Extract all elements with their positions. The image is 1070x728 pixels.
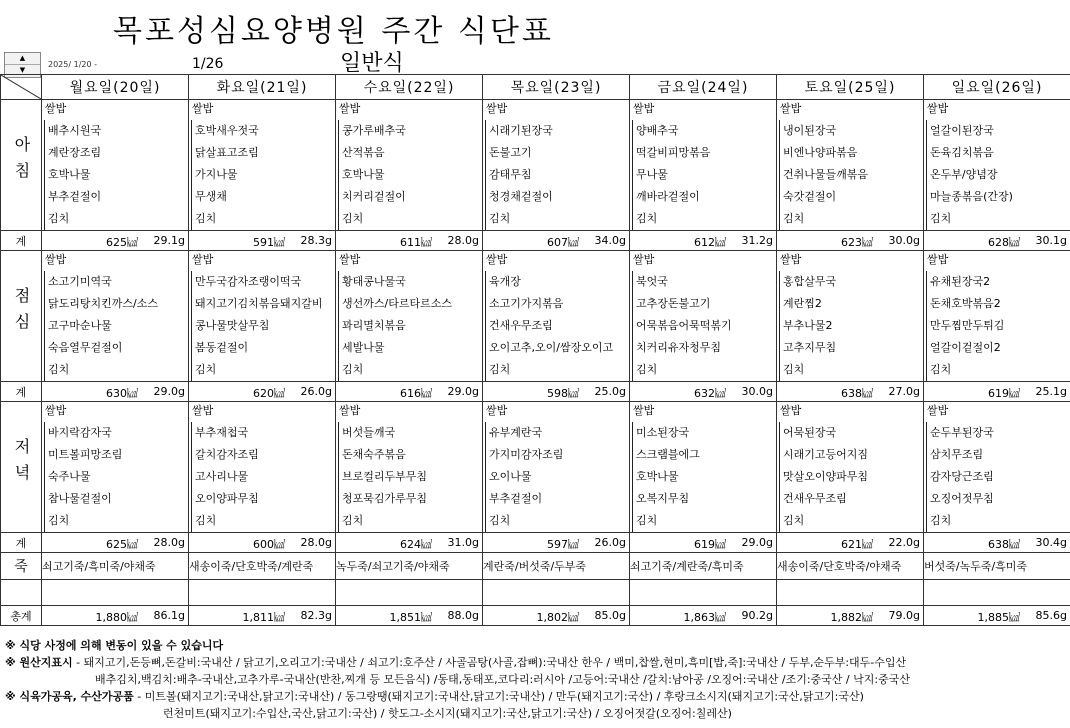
menu-item: 순두부된장국 [926,422,1070,444]
date-from: 2025/ 1/20 - [48,60,97,69]
menu-item: 치커리유자청무침 [632,337,776,359]
menu-item: 쌀밥 [45,102,67,115]
menu-item: 콩나물맛살무침 [191,315,335,337]
meal-sum-cell [42,231,189,251]
menu-item: 김치 [926,208,1070,230]
meal-sum-cell [336,533,483,553]
menu-cell [777,100,924,231]
menu-item: 세발나물 [338,337,482,359]
dinner-sum-row [1,533,1070,553]
kcal-value: 624㎉ [400,538,432,551]
menu-item: 얼갈이된장국 [926,120,1070,142]
menu-item: 쌀밥 [486,102,508,115]
menu-item: 숙갓겉절이 [779,186,923,208]
menu-item: 만두국감자조랭이떡국 [191,271,335,293]
menu-item: 숙음열무겉절이 [44,337,188,359]
sum-label: 계 [1,382,42,402]
blank-cell [777,580,924,606]
menu-item: 고추지무침 [779,337,923,359]
protein-value: 30.4g [1035,536,1067,549]
kcal-value: 623㎉ [841,236,873,249]
juk-cell: 새송이죽/단호박죽/계란죽 [189,553,336,580]
menu-item: 김치 [926,359,1070,381]
menu-item: 김치 [779,510,923,532]
menu-item: 황태콩나물국 [338,271,482,293]
menu-item: 쌀밥 [192,253,214,266]
total-kcal: 1,885㎉ [977,611,1020,624]
total-cell [630,606,777,626]
total-cell [777,606,924,626]
juk-cell: 쇠고기죽/흑미죽/야채죽 [42,553,189,580]
menu-item: 계란장조림 [44,142,188,164]
menu-item: 온두부/양념장 [926,164,1070,186]
menu-cell [483,100,630,231]
diet-type: 일반식 [340,51,404,76]
total-row [1,606,1070,626]
menu-cell [42,100,189,231]
menu-item: 쌀밥 [339,102,361,115]
kcal-value: 625㎉ [106,538,138,551]
menu-cell [777,251,924,382]
menu-cell [630,100,777,231]
menu-item: 비엔나양파볶음 [779,142,923,164]
menu-item: 닭살표고조림 [191,142,335,164]
protein-value: 25.1g [1035,385,1067,398]
menu-item: 감태무침 [485,164,629,186]
meal-sum-cell [189,382,336,402]
meal-sum-cell [924,533,1070,553]
menu-cell [336,100,483,231]
day-header: 수요일(22일) [336,75,483,100]
sum-label: 계 [1,533,42,553]
menu-item: 어묵된장국 [779,422,923,444]
menu-cell [483,402,630,533]
menu-item: 쌀밥 [633,253,655,266]
menu-item: 김치 [338,359,482,381]
kcal-value: 591㎉ [253,236,285,249]
meal-sum-cell [924,231,1070,251]
menu-cell [924,402,1070,533]
menu-item: 양배추국 [632,120,776,142]
menu-cell [630,402,777,533]
menu-item: 만두찜만두튀김 [926,315,1070,337]
note-processed: ※ 식육가공육, 수산가공품 - 미트볼(돼지고기:국내산,닭고기:국내산) / 동그랑땡(돼지고기:국내산,닭고기:국내산) / 만두(돼지고기:국산) / 후랑크소시지(돼지고기:국산,닭고기:국산) [5,690,864,703]
menu-item: 유채된장국2 [926,271,1070,293]
menu-item: 돈불고기 [485,142,629,164]
meal-sum-cell [42,533,189,553]
menu-item: 김치 [779,359,923,381]
meal-sum-cell [336,382,483,402]
menu-item: 얼갈이겉절이2 [926,337,1070,359]
menu-item: 스크램블에그 [632,444,776,466]
menu-item: 오징어젓무침 [926,488,1070,510]
menu-item: 무생채 [191,186,335,208]
day-header: 월요일(20일) [42,75,189,100]
menu-cell [189,251,336,382]
day-header: 금요일(24일) [630,75,777,100]
meal-label-lunch: 점심 [1,251,42,382]
menu-item: 생선까스/타르타르소스 [338,293,482,315]
kcal-value: 630㎉ [106,387,138,400]
lunch-row [1,251,1070,382]
date-to: 1/26 [192,56,224,72]
juk-cell: 계란죽/버섯죽/두부죽 [483,553,630,580]
menu-item: 김치 [632,208,776,230]
meal-sum-cell [336,231,483,251]
menu-item: 소고기미역국 [44,271,188,293]
protein-value: 29.0g [447,385,479,398]
day-header: 목요일(23일) [483,75,630,100]
kcal-value: 611㎉ [400,236,432,249]
protein-value: 31.0g [447,536,479,549]
kcal-value: 638㎉ [841,387,873,400]
meal-label-dinner: 저녁 [1,402,42,533]
weekly-menu-table [0,74,1070,626]
meal-sum-cell [630,533,777,553]
total-cell [483,606,630,626]
meal-sum-cell [483,231,630,251]
menu-item: 건취나물들깨볶음 [779,164,923,186]
kcal-value: 620㎉ [253,387,285,400]
meal-label-breakfast: 아침 [1,100,42,231]
menu-item: 북엇국 [632,271,776,293]
juk-row [1,553,1070,580]
meal-sum-cell [483,382,630,402]
menu-item: 홍합살무국 [779,271,923,293]
menu-item: 쌀밥 [927,404,949,417]
menu-item: 쌀밥 [927,253,949,266]
menu-item: 육개장 [485,271,629,293]
page-title: 목포성심요양병원 주간 식단표 [113,14,554,49]
menu-item: 김치 [926,510,1070,532]
menu-item: 콩가루배추국 [338,120,482,142]
menu-item: 산적볶음 [338,142,482,164]
note-change: ※ 식당 사정에 의해 변동이 있을 수 있습니다 [5,639,224,652]
menu-item: 버섯들깨국 [338,422,482,444]
menu-item: 소고기가지볶음 [485,293,629,315]
menu-item: 돈채호박볶음2 [926,293,1070,315]
day-header: 토요일(25일) [777,75,924,100]
menu-item: 숙주나물 [44,466,188,488]
menu-item: 오이고추,오이/쌈장오이고 [485,337,629,359]
menu-item: 청포묵김가루무침 [338,488,482,510]
menu-cell [189,402,336,533]
menu-item: 쌀밥 [927,102,949,115]
menu-item: 쌀밥 [633,404,655,417]
meal-sum-cell [630,231,777,251]
protein-value: 30.0g [741,385,773,398]
juk-cell: 버섯죽/녹두죽/흑미죽 [924,553,1070,580]
menu-item: 떡갈비피망볶음 [632,142,776,164]
protein-value: 29.0g [741,536,773,549]
menu-cell [924,251,1070,382]
menu-cell [483,251,630,382]
menu-item: 시래기고등어지짐 [779,444,923,466]
menu-item: 감자당근조림 [926,466,1070,488]
menu-item: 호박나물 [338,164,482,186]
protein-value: 25.0g [594,385,626,398]
menu-item: 무나물 [632,164,776,186]
protein-value: 28.3g [300,234,332,247]
note-origin-2: 배추김치,백김치:배추-국내산,고추가루-국내산(반찬,찌개 등 모든음식) /동태,동태포,코다리:러시아 /고등어:국내산 /갈치:남아공 /오징어:국내산 /조기:중국산 / 낙지:중국산 [95,673,910,686]
menu-cell [777,402,924,533]
menu-item: 김치 [485,510,629,532]
menu-item: 고구마순나물 [44,315,188,337]
menu-item: 오이나물 [485,466,629,488]
menu-item: 냉이된장국 [779,120,923,142]
menu-item: 쌀밥 [780,102,802,115]
menu-item: 건새우무조림 [779,488,923,510]
menu-item: 쌀밥 [339,404,361,417]
menu-item: 부추재첩국 [191,422,335,444]
menu-item: 쌀밥 [339,253,361,266]
menu-cell [630,251,777,382]
kcal-value: 619㎉ [694,538,726,551]
sum-label: 계 [1,231,42,251]
meal-sum-cell [42,382,189,402]
blank-cell [924,580,1070,606]
protein-value: 31.2g [741,234,773,247]
menu-item: 쌀밥 [192,102,214,115]
menu-item: 호박새우젓국 [191,120,335,142]
blank-row [1,580,1070,606]
day-header: 화요일(21일) [189,75,336,100]
blank-cell [189,580,336,606]
menu-item: 청경채겉절이 [485,186,629,208]
menu-item: 부추겉절이 [44,186,188,208]
menu-item: 부추겉절이 [485,488,629,510]
note-origin: ※ 원산지표시 - 돼지고기,돈등뼈,돈갈비:국내산 / 닭고기,오리고기:국내산 / 쇠고기:호주산 / 사골곰탕(사골,잡뼈):국내산 한우 / 백미,찹쌀,현미,흑미[밥,죽]:국내산 / 두부,순두부:대두-수입산 [5,656,907,669]
menu-item: 건새우무조림 [485,315,629,337]
menu-cell [336,402,483,533]
total-kcal: 1,880㎉ [95,611,138,624]
menu-item: 김치 [485,359,629,381]
kcal-value: 625㎉ [106,236,138,249]
header-row [1,75,1070,100]
kcal-value: 628㎉ [988,236,1020,249]
meal-sum-cell [924,382,1070,402]
menu-item: 돈육김치볶음 [926,142,1070,164]
protein-value: 28.0g [300,536,332,549]
protein-value: 22.0g [888,536,920,549]
kcal-value: 638㎉ [988,538,1020,551]
breakfast-sum-row [1,231,1070,251]
menu-item: 어묵볶음어묵떡볶기 [632,315,776,337]
menu-item: 고추장돈불고기 [632,293,776,315]
total-protein: 82.3g [300,609,332,622]
menu-item: 맛살오이양파무침 [779,466,923,488]
menu-item: 쌀밥 [192,404,214,417]
menu-item: 봄동겉절이 [191,337,335,359]
menu-item: 쌀밥 [780,404,802,417]
menu-item: 김치 [338,510,482,532]
protein-value: 28.0g [153,536,185,549]
menu-cell [924,100,1070,231]
menu-item: 유부계란국 [485,422,629,444]
menu-item: 김치 [485,208,629,230]
kcal-value: 598㎉ [547,387,579,400]
juk-cell: 쇠고기죽/계란죽/흑미죽 [630,553,777,580]
menu-item: 닭도리탕치킨까스/소스 [44,293,188,315]
total-cell [924,606,1070,626]
kcal-value: 632㎉ [694,387,726,400]
juk-cell: 새송이죽/단호박죽/야채죽 [777,553,924,580]
meal-sum-cell [630,382,777,402]
juk-cell: 녹두죽/쇠고기죽/야채죽 [336,553,483,580]
menu-item: 김치 [44,510,188,532]
menu-item: 참나물겉절이 [44,488,188,510]
protein-value: 30.1g [1035,234,1067,247]
menu-cell [336,251,483,382]
menu-item: 김치 [632,510,776,532]
meal-sum-cell [189,231,336,251]
menu-item: 쌀밥 [45,404,67,417]
spinner-up-icon[interactable]: ▲ [5,53,40,65]
total-protein: 88.0g [447,609,479,622]
dinner-row [1,402,1070,533]
menu-item: 돼지고기김치볶음돼지갈비 [191,293,335,315]
day-header: 일요일(26일) [924,75,1070,100]
kcal-value: 619㎉ [988,387,1020,400]
meal-sum-cell [777,231,924,251]
protein-value: 27.0g [888,385,920,398]
total-kcal: 1,811㎉ [242,611,285,624]
blank-cell [42,580,189,606]
kcal-value: 612㎉ [694,236,726,249]
menu-item: 김치 [44,359,188,381]
menu-item: 오이양파무침 [191,488,335,510]
menu-item: 쌀밥 [486,253,508,266]
juk-label: 죽 [1,553,42,580]
menu-item: 쌀밥 [633,102,655,115]
total-cell [42,606,189,626]
menu-item: 미트볼피망조림 [44,444,188,466]
menu-item: 꽈리멸치볶음 [338,315,482,337]
menu-item: 계란찜2 [779,293,923,315]
menu-item: 삼치무조림 [926,444,1070,466]
menu-item: 김치 [44,208,188,230]
menu-item: 오복지무침 [632,488,776,510]
total-cell [189,606,336,626]
protein-value: 26.0g [300,385,332,398]
menu-item: 김치 [191,208,335,230]
menu-item: 배추시원국 [44,120,188,142]
menu-item: 김치 [191,359,335,381]
total-label: 총계 [1,606,42,626]
menu-item: 고사리나물 [191,466,335,488]
total-protein: 79.0g [888,609,920,622]
meal-sum-cell [189,533,336,553]
menu-item: 김치 [191,510,335,532]
protein-value: 29.0g [153,385,185,398]
menu-item: 쌀밥 [486,404,508,417]
menu-item: 김치 [779,208,923,230]
protein-value: 29.1g [153,234,185,247]
menu-item: 돈채숙주볶음 [338,444,482,466]
menu-item: 가지나물 [191,164,335,186]
menu-item: 가지미감자조림 [485,444,629,466]
total-cell [336,606,483,626]
protein-value: 34.0g [594,234,626,247]
blank-cell [336,580,483,606]
menu-item: 갈치감자조림 [191,444,335,466]
menu-item: 시래기된장국 [485,120,629,142]
protein-value: 28.0g [447,234,479,247]
menu-item: 치커리겉절이 [338,186,482,208]
menu-item: 호박나물 [44,164,188,186]
total-protein: 85.6g [1035,609,1067,622]
menu-item: 미소된장국 [632,422,776,444]
menu-item: 김치 [632,359,776,381]
menu-item: 부추나물2 [779,315,923,337]
meal-sum-cell [483,533,630,553]
menu-item: 깨바라겉절이 [632,186,776,208]
blank-label [1,580,42,606]
kcal-value: 600㎉ [253,538,285,551]
menu-item: 김치 [338,208,482,230]
total-kcal: 1,851㎉ [389,611,432,624]
menu-item: 쌀밥 [780,253,802,266]
menu-item: 브로컬리두부무침 [338,466,482,488]
menu-item: 바지락감자국 [44,422,188,444]
total-protein: 86.1g [153,609,185,622]
lunch-sum-row [1,382,1070,402]
protein-value: 26.0g [594,536,626,549]
note-processed-2: 런천미트(돼지고기:수입산,국산,닭고기:국산) / 핫도그-소시지(돼지고기:국산,닭고기:국산) / 오징어젓갈(오징어:칠레산) [163,707,732,720]
blank-cell [483,580,630,606]
total-protein: 90.2g [741,609,773,622]
menu-cell [42,251,189,382]
meal-sum-cell [777,533,924,553]
kcal-value: 607㎉ [547,236,579,249]
corner-cell [1,75,42,100]
menu-cell [42,402,189,533]
kcal-value: 621㎉ [841,538,873,551]
protein-value: 30.0g [888,234,920,247]
spinner-down-icon[interactable]: ▼ [19,66,26,74]
menu-item: 호박나물 [632,466,776,488]
total-kcal: 1,882㎉ [830,611,873,624]
blank-cell [630,580,777,606]
total-protein: 85.0g [594,609,626,622]
menu-item: 쌀밥 [45,253,67,266]
breakfast-row [1,100,1070,231]
meal-sum-cell [777,382,924,402]
notes [5,637,910,722]
kcal-value: 597㎉ [547,538,579,551]
total-kcal: 1,863㎉ [683,611,726,624]
menu-item: 마늘종볶음(간장) [926,186,1070,208]
total-kcal: 1,802㎉ [536,611,579,624]
menu-cell [189,100,336,231]
kcal-value: 616㎉ [400,387,432,400]
